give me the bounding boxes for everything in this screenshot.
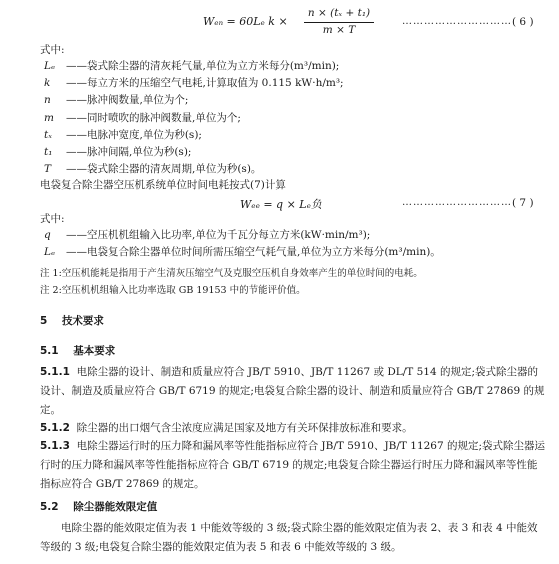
definition-text: ——袋式除尘器的清灰周期,单位为秒(s)。 [66, 163, 262, 176]
clause-5-2-text: 电除尘器的能效限定值为表 1 中能效等级的 3 级;袋式除尘器的能效限定值为表 2、表 3 和表 4 中能效等级的 3 级;电袋复合除尘器的能效限定值为表 5 和表 6 中能效等级的 3 级。 [40, 522, 538, 553]
fraction-bar [304, 22, 374, 23]
section-number: 5 [40, 315, 48, 327]
section-5-2-heading [40, 499, 157, 514]
section-title: 除尘器能效限定值 [73, 501, 158, 513]
eq6-definition-row [44, 128, 202, 142]
equation-6-numerator: n × (tₓ + t₁) [307, 7, 371, 19]
eq6-definition-row [44, 59, 339, 73]
eq6-definition-row [44, 162, 261, 176]
clause-text: 除尘器的出口烟气含尘浓度应满足国家及地方有关环保排放标准和要求。 [76, 422, 413, 434]
definition-text: ——同时喷吹的脉冲阀数量,单位为个; [66, 111, 241, 124]
equation-7-intro: 电袋复合除尘器空压机系统单位时间电耗按式(7)计算 [40, 179, 286, 191]
definition-text: ——袋式除尘器的清灰耗气量,单位为立方米每分(m³/min); [66, 60, 340, 72]
eq7-definition-row [44, 245, 441, 259]
section-5-1-heading [40, 343, 115, 358]
eq6-definition-row [44, 145, 191, 159]
section-number: 5.2 [40, 501, 59, 513]
clause-5-1-1 [40, 363, 546, 420]
where-label: 式中: [40, 213, 65, 225]
definition-text: ——空压机机组输入比功率,单位为千瓦分每立方米(kW·min/m³); [66, 229, 371, 241]
definition-text: ——电脉冲宽度,单位为秒(s); [66, 128, 202, 141]
symbol: k [44, 77, 51, 90]
section-5-heading [40, 313, 104, 328]
eq7-definition-row [44, 228, 370, 242]
clause-number: 5.1.1 [40, 366, 70, 378]
definition-text: ——电袋复合除尘器单位时间所需压缩空气耗气量,单位为立方米每分(m³/min)。 [66, 246, 441, 258]
clause-5-1-3 [40, 437, 546, 494]
eq6-definition-row [44, 93, 188, 107]
clause-text: 电除尘器运行时的压力降和漏风率等性能指标应符合 JB/T 5910、JB/T 11267 的规定;袋式除尘器运行时的压力降和漏风率等性能指标应符合 GB/T 6719 的规定;电袋复合除尘器运行时压力降和漏风率等性能指标应符合 GB/T 27869 的规定。 [40, 440, 546, 490]
note-2: 注 2:空压机机组输入比功率选取 GB 19153 中的节能评价值。 [40, 285, 306, 296]
note-1: 注 1:空压机能耗是指用于产生清灰压缩空气及克服空压机自身效率产生的单位时间的电耗。 [40, 268, 423, 279]
section-number: 5.1 [40, 345, 59, 357]
where-label: 式中: [40, 44, 65, 56]
equation-6-number: ( 6 ) [512, 16, 534, 28]
equation-6-denominator: m × T [322, 24, 356, 36]
eq6-definition-row [44, 111, 241, 125]
clause-number: 5.1.2 [40, 422, 70, 434]
symbol: Lₑ [44, 246, 56, 258]
section-title: 基本要求 [73, 345, 116, 357]
section-title: 技术要求 [61, 315, 104, 327]
symbol: T [44, 163, 52, 176]
symbol: tₓ [44, 128, 52, 141]
equation-6-lhs: Wₑₙ = 60Lₑ k × [203, 15, 288, 28]
equation-7-leader-dots: ………………………… [402, 197, 512, 208]
clause-text: 电除尘器的设计、制造和质量应符合 JB/T 5910、JB/T 11267 或 DL/T 514 的规定;袋式除尘器的设计、制造及质量应符合 GB/T 6719 的规定;电袋复合除尘器的设计、制造和质量应符合 GB/T 27869 的规定。 [40, 366, 545, 416]
clause-number: 5.1.3 [40, 440, 70, 452]
equation-7-number: ( 7 ) [512, 197, 534, 209]
clause-5-1-2 [40, 419, 546, 438]
symbol: m [44, 111, 54, 124]
symbol: q [44, 229, 51, 241]
symbol: Lₑ [44, 60, 56, 72]
symbol: t₁ [44, 146, 53, 158]
definition-text: ——每立方米的压缩空气电耗,计算取值为 0.115 kW·h/m³; [66, 77, 344, 90]
equation-6-leader-dots: ………………………… [402, 16, 512, 27]
definition-text: ——脉冲阀数量,单位为个; [66, 94, 189, 107]
equation-7: Wₑₑ = q × Lₑ负 [240, 198, 322, 211]
definition-text: ——脉冲间隔,单位为秒(s); [66, 146, 192, 158]
symbol: n [44, 94, 51, 107]
eq6-definition-row [44, 76, 344, 90]
